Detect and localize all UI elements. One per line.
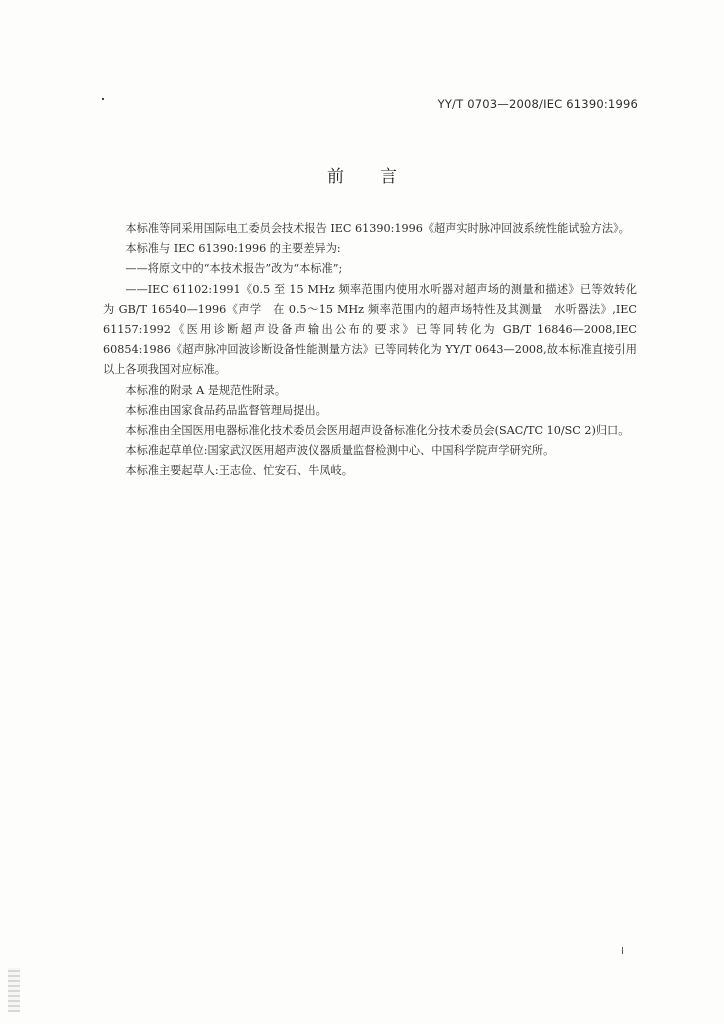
paragraph-difference-2: ——IEC 61102:1991《0.5 至 15 MHz 频率范围内使用水听器对超声场的测量和描述》已等效转化为 GB/T 16540—1996《声学 在 0.5～15 MHz 频率范围内的超声场特性及其测量 水听器法》,IEC 61157:1992《医用诊断超声设备声输出公布的要求》已等同转化为 GB/T 16846—2008,IEC 60854:1986《超声脉冲回波诊断设备性能测量方法》已等同转化为 YY/T 0643—2008,故本标准直接引用以上各项我国对应标准。 bbox=[103, 282, 637, 377]
foreword-body bbox=[103, 219, 637, 482]
paragraph-adoption: 本标准等同采用国际电工委员会技术报告 IEC 61390:1996《超声实时脉冲回波系统性能试验方法》。 bbox=[125, 222, 630, 235]
paragraph-difference-1: ——将原文中的“本技术报告”改为“本标准”; bbox=[125, 262, 343, 276]
page-number: I bbox=[621, 946, 624, 957]
paragraph-committee: 本标准由全国医用电器标准化技术委员会医用超声设备标准化分技术委员会(SAC/TC 10/SC 2)归口。 bbox=[125, 424, 630, 438]
paragraph-annex: 本标准的附录 A 是规范性附录。 bbox=[125, 383, 287, 397]
scan-speck bbox=[102, 98, 104, 100]
paragraph-proposer: 本标准由国家食品药品监督管理局提出。 bbox=[125, 403, 327, 417]
scan-edge-mark bbox=[8, 968, 20, 1012]
paragraph-drafters: 本标准主要起草人:王志俭、忙安石、牛凤岐。 bbox=[125, 464, 353, 478]
page-title: 前言 bbox=[327, 167, 433, 187]
paragraph-differences-intro: 本标准与 IEC 61390:1996 的主要差异为: bbox=[125, 242, 341, 256]
standard-number: YY/T 0703—2008/IEC 61390:1996 bbox=[437, 97, 638, 111]
paragraph-drafting-units: 本标准起草单位:国家武汉医用超声波仪器质量监督检测中心、中国科学院声学研究所。 bbox=[125, 444, 555, 458]
